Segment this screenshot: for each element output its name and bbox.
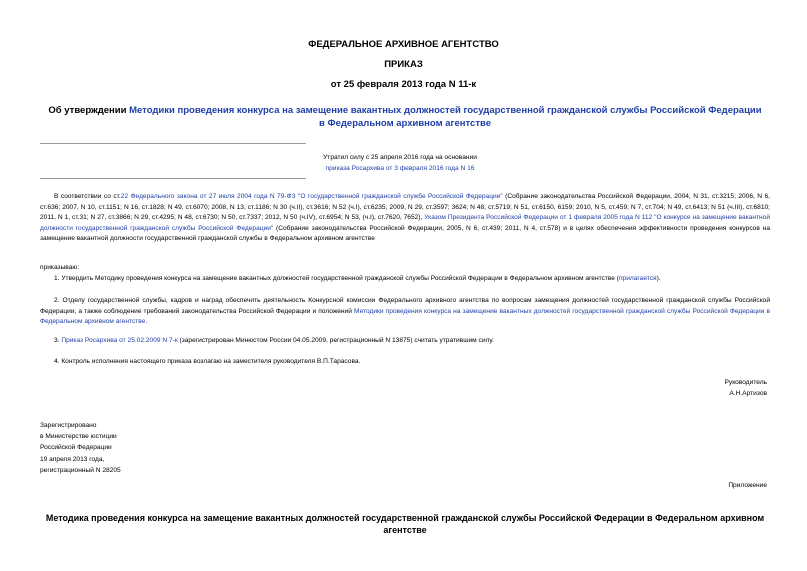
- signature-block: [567, 377, 767, 399]
- divider-top: [40, 143, 306, 144]
- registration-line-2: в Министерстве юстиции: [40, 433, 117, 441]
- item-2-text: 2. Отделу государственной службы, кадров и наград обеспечить деятельность Конкурсной комиссии Федерального архивного агентства по вопросам замещения должностей государственной гражданской службы Российской Федерации, а также соблюдение требований законодательства Российской Федерации и положений: [40, 297, 770, 315]
- preamble-text-2: (Собрание законодательства Российской Федерации, 2004, N 31, ст.3215; 2006, N 6, ст.636; 2007, N 10, ст.1151; N 16, ст.1828; N 49, ст.6070; 2008, N 13, ст.1186; N 30 (ч.II), ст.3616; N 52 (ч.I), ст.6235; 2009, N 29, ст.3597; 3624; N 48, ст.5719; N 51, ст.6150, 6159; 2010, N 5, ст.459; N 7, ст.704; N 49, ст.6413; N 51 (ч.III), ст.6810; 2011, N 1, ст.31; N 27, ст.3866; N 29, ст.4295; N 48, ст.6730; N 50, ст.7337; 2012, N 50 (ч.IV), ст.6954; N 53, (ч.I), ст.7620, 7652),: [40, 193, 770, 221]
- preamble-text-3: (Собрание законодательства Российской Федерации, 2005, N 6, ст.439; 2011, N 4, ст.578) и в целях обеспечения эффективности проведения конкурсов на замещение вакантной должности государственной гражданской службы в Федеральном архивном агентстве: [40, 224, 770, 242]
- appendix-link[interactable]: прилагается: [618, 275, 657, 282]
- order-heading: ПРИКАЗ: [384, 59, 423, 70]
- registration-line-5: регистрационный N 28205: [40, 466, 121, 474]
- orders-label: приказываю:: [40, 264, 80, 271]
- item-2: [40, 296, 770, 328]
- methodology-title: Методика проведения конкурса на замещение вакантных должностей государственной гражданской службы Российской Федерации в Федеральном архивном агентстве: [45, 513, 765, 535]
- law-link[interactable]: 22 Федерального закона от 27 июля 2004 года N 79-ФЗ "О государственной гражданской службе Российской Федерации": [120, 193, 503, 200]
- item-2-end: .: [145, 318, 148, 325]
- item-4: 4. Контроль исполнения настоящего приказа возлагаю на заместителя руководителя В.П.Тарасова.: [54, 358, 361, 365]
- preamble-paragraph: [40, 192, 770, 245]
- item-3: 3. Приказ Росархива от 25.02.2009 N 7-к (зарегистрирован Минюстом России 04.05.2009, регистрационный N 13875) считать утратившим силу.: [54, 337, 494, 344]
- agency-heading: ФЕДЕРАЛЬНОЕ АРХИВНОЕ АГЕНТСТВО: [308, 39, 499, 50]
- signer-role: Руководитель: [724, 379, 767, 386]
- methodology-link[interactable]: Методики проведения конкурса на замещение вакантных должностей государственной гражданской службы Российской Федерации в Федеральном архивном агентстве: [40, 307, 770, 325]
- title-prefix: Об утверждении: [48, 105, 130, 116]
- document-title: [45, 104, 765, 130]
- item-1-end: ).: [656, 275, 661, 282]
- registration-line-3: Российской Федерации: [40, 444, 112, 452]
- item-3-text: (зарегистрирован Минюстом России 04.05.2009, регистрационный N 13875) считать утратившим силу.: [177, 337, 494, 344]
- old-order-link[interactable]: Приказ Росархива от 25.02.2009 N 7-к: [61, 337, 178, 344]
- appendix-label: Приложение: [728, 482, 767, 489]
- item-1: [40, 274, 770, 285]
- title-link[interactable]: Методики проведения конкурса на замещение вакантных должностей государственной гражданской службы Российской Федерации в Федеральном архивном агентстве: [129, 105, 762, 129]
- signer-name: А.Н.Артизов: [729, 390, 767, 397]
- decree-link[interactable]: Указом Президента Российской Федерации от 1 февраля 2005 года N 112 "О конкурсе на замещение вакантной должности государственной гражданской службы Российской Федерации": [40, 214, 771, 232]
- status-note: [300, 152, 500, 174]
- registration-line-4: 19 апреля 2013 года,: [40, 455, 105, 463]
- preamble-text-1: В соответствии со ст.: [54, 193, 121, 200]
- status-link[interactable]: приказа Росархива от 3 февраля 2016 года N 16: [325, 165, 475, 172]
- registration-block: [40, 420, 240, 476]
- order-date: от 25 февраля 2013 года N 11-к: [330, 79, 477, 90]
- status-text: Утратил силу с 25 апреля 2016 года на основании: [323, 154, 477, 161]
- divider-bottom: [40, 178, 306, 179]
- registration-line-1: Зарегистрировано: [40, 422, 97, 429]
- item-1-text: 1. Утвердить Методику проведения конкурса на замещение вакантных должностей государственной гражданской службы Российской Федерации в Федеральном архивном агентстве (: [54, 275, 619, 282]
